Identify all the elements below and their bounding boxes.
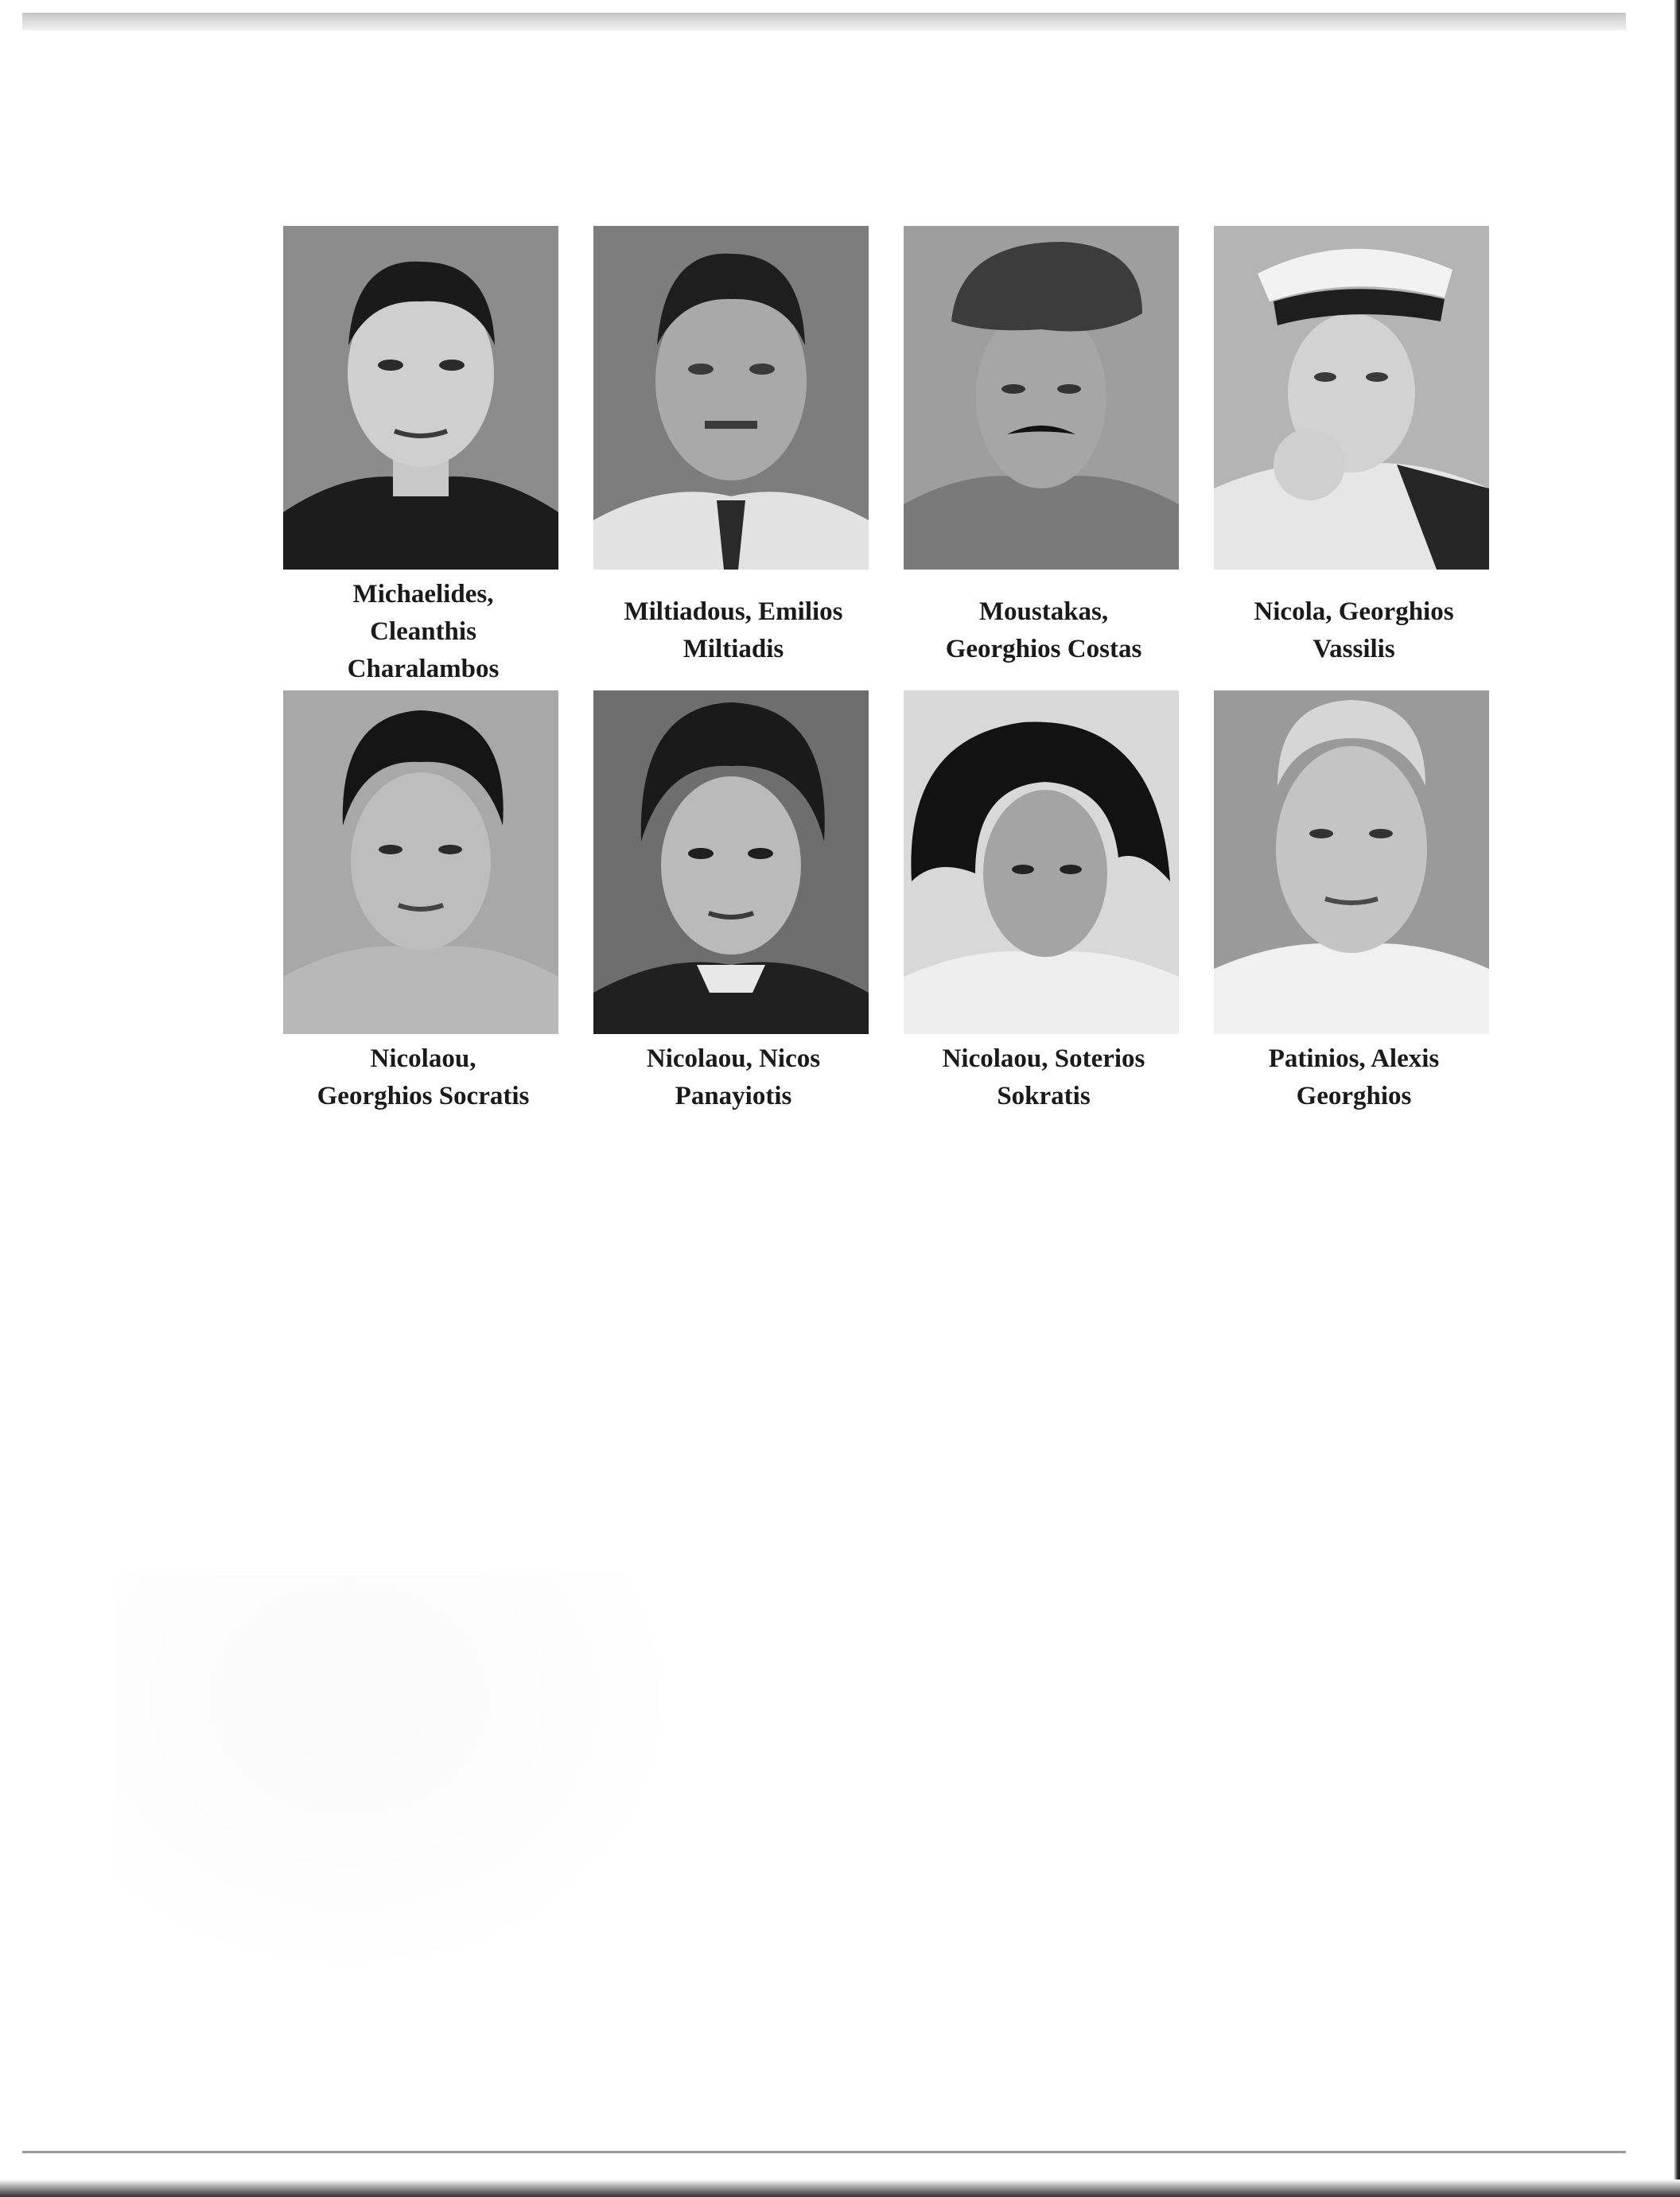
portrait-caption bbox=[280, 1040, 566, 1115]
portrait-caption bbox=[590, 593, 877, 668]
portrait-photo bbox=[904, 226, 1179, 570]
caption-line: Nicola, Georghios bbox=[1254, 597, 1454, 626]
caption-line: Sokratis bbox=[997, 1082, 1091, 1110]
caption-line: Vassilis bbox=[1312, 635, 1395, 663]
caption-line: Nicolaou, bbox=[370, 1044, 476, 1073]
scan-right-edge bbox=[1674, 0, 1680, 2197]
caption-line: Georghios Costas bbox=[945, 635, 1142, 663]
portrait-caption bbox=[900, 593, 1187, 668]
caption-line: Nicolaou, Nicos bbox=[646, 1044, 821, 1073]
page-bottom-rule bbox=[22, 2151, 1626, 2153]
caption-line: Miltiadous, Emilios bbox=[624, 597, 843, 626]
caption-line: Patinios, Alexis bbox=[1268, 1044, 1440, 1073]
caption-line: Nicolaou, Soterios bbox=[942, 1044, 1145, 1073]
portrait-photo bbox=[283, 226, 558, 570]
portrait-photo bbox=[593, 226, 869, 570]
portrait-caption bbox=[1211, 1040, 1497, 1115]
portrait-caption bbox=[590, 1040, 877, 1115]
caption-line: Moustakas, bbox=[978, 597, 1109, 626]
caption-line: Georghios Socratis bbox=[317, 1082, 530, 1110]
portrait-caption bbox=[280, 576, 566, 688]
scan-bottom-edge bbox=[0, 2180, 1680, 2197]
portrait-caption bbox=[900, 1040, 1187, 1115]
portrait-photo bbox=[283, 690, 558, 1034]
portrait-photo bbox=[1214, 226, 1489, 570]
caption-line: Michaelides, bbox=[352, 580, 494, 609]
caption-line: Cleanthis bbox=[370, 617, 476, 646]
portrait-photo bbox=[904, 690, 1179, 1034]
portrait-photo bbox=[593, 690, 869, 1034]
caption-line: Miltiadis bbox=[682, 635, 784, 663]
caption-line: Panayiotis bbox=[675, 1082, 792, 1110]
portrait-caption bbox=[1211, 593, 1497, 668]
caption-line: Charalambos bbox=[347, 655, 500, 683]
portrait-photo bbox=[1214, 690, 1489, 1034]
portrait-grid bbox=[280, 226, 1492, 1133]
caption-line: Georghios bbox=[1296, 1082, 1412, 1110]
scan-top-edge bbox=[22, 13, 1626, 30]
scan-bleed-through bbox=[119, 1575, 692, 1989]
